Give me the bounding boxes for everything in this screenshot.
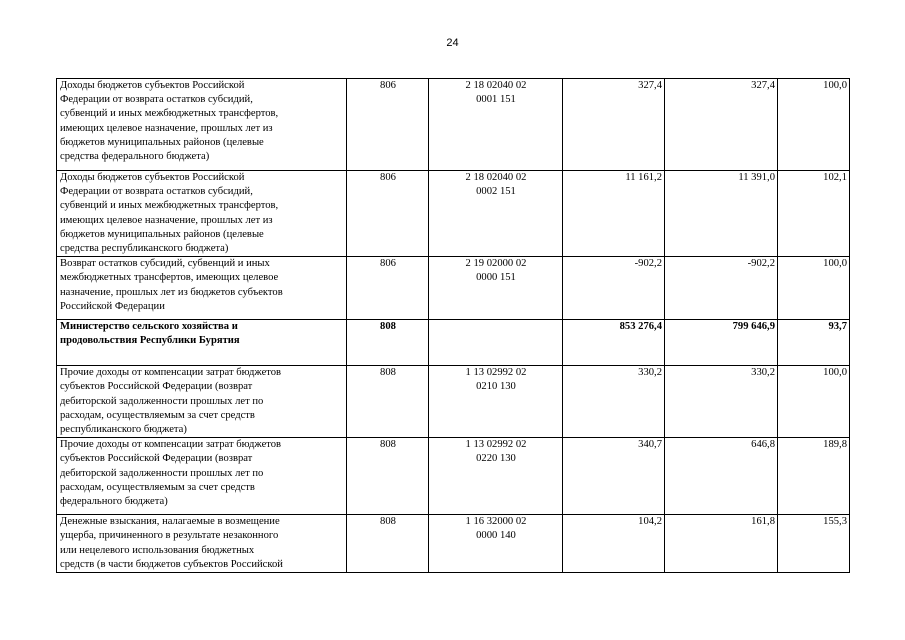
actual-amount-cell: 327,4 bbox=[665, 79, 778, 171]
code-line: 1 16 32000 02 bbox=[465, 516, 527, 528]
description-line: средства республиканского бюджета) bbox=[60, 243, 229, 255]
description-line: субъектов Российской Федерации (возврат bbox=[60, 453, 253, 465]
execution-percent-cell: 189,8 bbox=[778, 438, 850, 515]
description-line: федерального бюджета) bbox=[60, 496, 168, 508]
description-line: назначение, прошлых лет из бюджетов субъектов bbox=[60, 286, 283, 298]
actual-amount-cell: 330,2 bbox=[665, 366, 778, 438]
planned-amount-cell: 330,2 bbox=[563, 366, 665, 438]
description-line: средства федерального бюджета) bbox=[60, 151, 210, 163]
description-line: Российской Федерации bbox=[60, 300, 165, 312]
code-line: 0001 151 bbox=[476, 94, 516, 106]
description-line: Прочие доходы от компенсации затрат бюджетов bbox=[60, 367, 282, 379]
execution-percent-cell: 102,1 bbox=[778, 171, 850, 257]
execution-percent-cell: 100,0 bbox=[778, 366, 850, 438]
description-line: Министерство сельского хозяйства и bbox=[60, 321, 238, 333]
page-number: 24 bbox=[446, 37, 459, 49]
planned-amount-cell: 327,4 bbox=[563, 79, 665, 171]
code-line: 0002 151 bbox=[476, 186, 516, 198]
description-line: Доходы бюджетов субъектов Российской bbox=[60, 172, 245, 183]
budget-classification-code-cell bbox=[429, 366, 563, 438]
description-line: республиканского бюджета) bbox=[60, 424, 187, 436]
planned-amount-cell: -902,2 bbox=[563, 257, 665, 320]
description-line: Возврат остатков субсидий, субвенций и иных bbox=[60, 258, 270, 270]
description-line: бюджетов муниципальных районов (целевые bbox=[60, 136, 264, 148]
revenue-description-cell bbox=[57, 171, 347, 257]
code-line: 1 13 02992 02 bbox=[465, 367, 527, 379]
description-line: Федерации от возврата остатков субсидий, bbox=[60, 94, 253, 106]
code-line: 0000 140 bbox=[476, 530, 516, 542]
description-line: ущерба, причиненного в результате незаконного bbox=[60, 530, 279, 542]
revenue-description-cell bbox=[57, 515, 347, 573]
planned-amount-cell: 104,2 bbox=[563, 515, 665, 573]
table-row bbox=[57, 79, 850, 171]
administrator-code-cell: 808 bbox=[347, 515, 429, 573]
table-row bbox=[57, 366, 850, 438]
description-line: средств (в части бюджетов субъектов Российской bbox=[60, 558, 283, 570]
code-line: 0000 151 bbox=[476, 272, 516, 284]
administrator-code-cell: 808 bbox=[347, 438, 429, 515]
actual-amount-cell: 11 391,0 bbox=[665, 171, 778, 257]
revenue-description-cell bbox=[57, 257, 347, 320]
administrator-code-cell: 806 bbox=[347, 257, 429, 320]
budget-classification-code-cell bbox=[429, 257, 563, 320]
administrator-code-cell: 808 bbox=[347, 320, 429, 366]
actual-amount-cell: 161,8 bbox=[665, 515, 778, 573]
code-line: 2 19 02000 02 bbox=[465, 258, 527, 270]
revenue-description-cell bbox=[57, 320, 347, 366]
description-line: Федерации от возврата остатков субсидий, bbox=[60, 186, 253, 198]
description-line: бюджетов муниципальных районов (целевые bbox=[60, 228, 264, 240]
description-line: продовольствия Республики Бурятия bbox=[60, 335, 240, 347]
budget-classification-code-cell bbox=[429, 515, 563, 573]
description-line: или нецелевого использования бюджетных bbox=[60, 544, 255, 556]
execution-percent-cell: 100,0 bbox=[778, 257, 850, 320]
code-line: 0210 130 bbox=[476, 381, 516, 393]
description-line: субвенций и иных межбюджетных трансфертов, bbox=[60, 200, 279, 212]
administrator-code-cell: 806 bbox=[347, 79, 429, 171]
code-line: 0220 130 bbox=[476, 453, 516, 465]
description-line: Денежные взыскания, налагаемые в возмещение bbox=[60, 516, 280, 528]
execution-percent-cell: 93,7 bbox=[778, 320, 850, 366]
code-line: 1 13 02992 02 bbox=[465, 439, 527, 451]
description-line: расходам, осуществляемым за счет средств bbox=[60, 409, 255, 421]
execution-percent-cell: 155,3 bbox=[778, 515, 850, 573]
description-line: межбюджетных трансфертов, имеющих целевое bbox=[60, 272, 279, 284]
planned-amount-cell: 11 161,2 bbox=[563, 171, 665, 257]
description-line: Прочие доходы от компенсации затрат бюджетов bbox=[60, 439, 282, 451]
budget-classification-code-cell bbox=[429, 438, 563, 515]
description-line: дебиторской задолженности прошлых лет по bbox=[60, 467, 264, 479]
planned-amount-cell: 853 276,4 bbox=[563, 320, 665, 366]
revenue-description-cell bbox=[57, 79, 347, 171]
revenue-description-cell bbox=[57, 366, 347, 438]
budget-classification-code-cell bbox=[429, 171, 563, 257]
planned-amount-cell: 340,7 bbox=[563, 438, 665, 515]
budget-classification-code-cell bbox=[429, 320, 563, 366]
table-row bbox=[57, 438, 850, 515]
administrator-code-cell: 808 bbox=[347, 366, 429, 438]
actual-amount-cell: -902,2 bbox=[665, 257, 778, 320]
budget-table bbox=[56, 78, 850, 573]
table-row bbox=[57, 515, 850, 573]
description-line: имеющих целевое назначение, прошлых лет из bbox=[60, 122, 273, 134]
table-row bbox=[57, 320, 850, 366]
revenue-description-cell bbox=[57, 438, 347, 515]
administrator-code-cell: 806 bbox=[347, 171, 429, 257]
description-line: Доходы бюджетов субъектов Российской bbox=[60, 80, 245, 91]
description-line: имеющих целевое назначение, прошлых лет из bbox=[60, 214, 273, 226]
description-line: субвенций и иных межбюджетных трансфертов, bbox=[60, 108, 279, 120]
description-line: расходам, осуществляемым за счет средств bbox=[60, 481, 255, 493]
execution-percent-cell: 100,0 bbox=[778, 79, 850, 171]
code-line: 2 18 02040 02 bbox=[465, 172, 527, 183]
table-row bbox=[57, 171, 850, 257]
description-line: дебиторской задолженности прошлых лет по bbox=[60, 395, 264, 407]
table-row bbox=[57, 257, 850, 320]
actual-amount-cell: 646,8 bbox=[665, 438, 778, 515]
budget-classification-code-cell bbox=[429, 79, 563, 171]
code-line: 2 18 02040 02 bbox=[465, 80, 527, 91]
actual-amount-cell: 799 646,9 bbox=[665, 320, 778, 366]
description-line: субъектов Российской Федерации (возврат bbox=[60, 381, 253, 393]
